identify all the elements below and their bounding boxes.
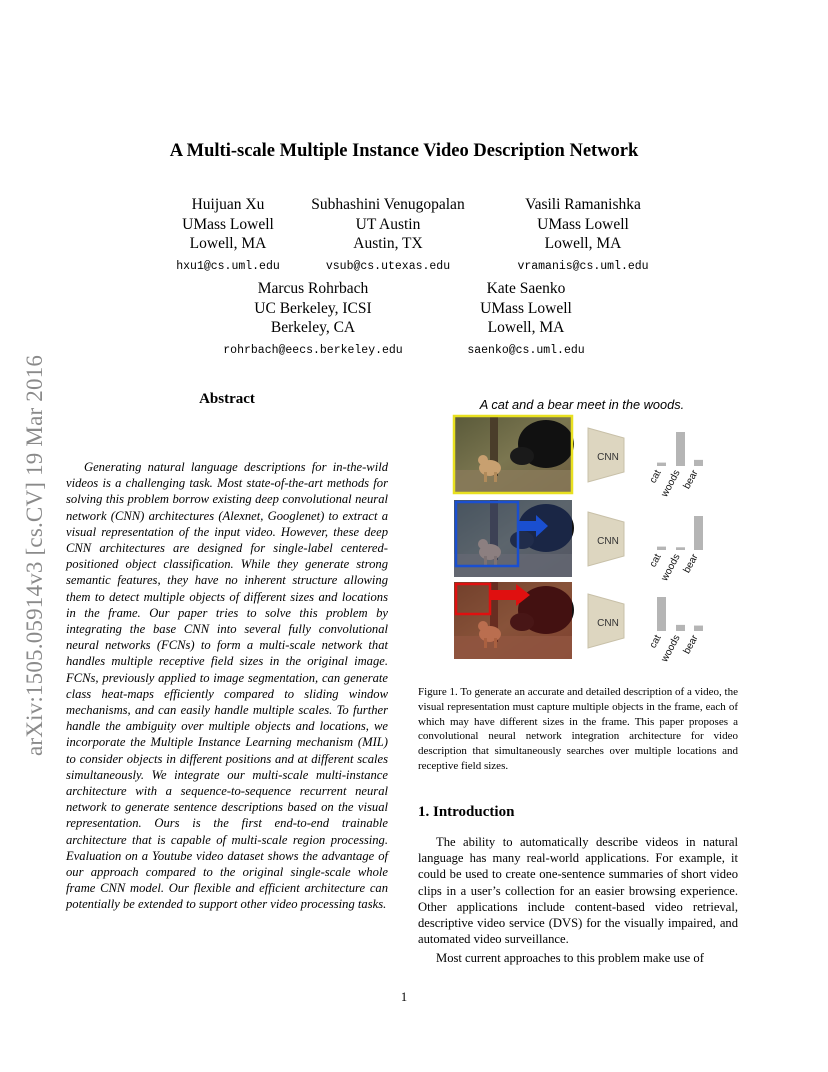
score-bar-cat (657, 547, 666, 550)
author-block (203, 279, 423, 360)
author-email: saenko@cs.uml.edu (467, 343, 585, 357)
author-name: Huijuan Xu (191, 196, 265, 213)
author-email: vramanis@cs.uml.edu (517, 259, 649, 273)
author-affiliation: UMass Lowell (537, 215, 629, 233)
bar-label-woods: woods (659, 552, 683, 583)
score-bar-woods (676, 547, 685, 550)
author-location: Lowell, MA (544, 235, 622, 252)
bar-label-woods: woods (659, 633, 683, 664)
score-bar-bear (694, 626, 703, 631)
figure-caption: Figure 1. To generate an accurate and detailed description of a video, the visual representation must capture multiple objects in the frame, each of which may have different sizes in the frame. This paper proposes a convolutional neural network integration architecture for video description that simultaneously searches over multiple locations and receptive field sizes. (418, 686, 738, 772)
figure-1 (450, 414, 740, 664)
cnn-label: CNN (597, 452, 619, 463)
author-name: Kate Saenko (486, 280, 566, 297)
abstract-heading: Abstract (199, 391, 255, 407)
author-block (483, 195, 683, 276)
bar-label-cat: cat (647, 468, 664, 486)
author-email: vsub@cs.utexas.edu (325, 259, 451, 273)
author-email: hxu1@cs.uml.edu (176, 259, 280, 273)
paper-title: A Multi-scale Multiple Instance Video Description Network (169, 141, 639, 161)
author-block (278, 195, 498, 276)
score-bar-woods (676, 625, 685, 631)
cnn-label: CNN (597, 618, 619, 629)
bar-label-cat: cat (647, 633, 664, 651)
section-heading-introduction: 1. Introduction (418, 804, 515, 820)
page-number: 1 (400, 990, 408, 1004)
author-affiliation: UMass Lowell (480, 299, 572, 317)
video-frame-image (454, 416, 574, 493)
bar-label-bear: bear (681, 633, 701, 657)
bar-label-bear: bear (681, 468, 701, 492)
author-affiliation: UMass Lowell (182, 215, 274, 233)
score-bar-cat (657, 463, 666, 466)
author-location: Austin, TX (353, 235, 423, 252)
score-bar-charts (648, 432, 703, 664)
author-name: Subhashini Venugopalan (311, 196, 465, 213)
bar-label-cat: cat (647, 552, 664, 570)
author-location: Berkeley, CA (270, 319, 356, 336)
score-bar-bear (694, 516, 703, 550)
author-name: Marcus Rohrbach (257, 280, 369, 297)
paragraph: Most current approaches to this problem make use of (436, 951, 704, 966)
author-affiliation: UC Berkeley, ICSI (254, 299, 372, 317)
bar-label-bear: bear (681, 552, 701, 576)
author-affiliation: UT Austin (355, 215, 421, 233)
bar-label-woods: woods (659, 468, 683, 499)
score-bar-bear (694, 460, 703, 466)
figure-row-1 (454, 416, 624, 493)
author-block (426, 279, 626, 360)
abstract-text: Generating natural language descriptions for in-the-wild videos is a challenging task. Most state-of-the-art methods for solving this problem borrow existing deep convolutional neural network (CNN) architectures (Alexnet, Googlenet) to extract a visual representation of the input video. However, these deep CNN architectures are designed for single-label centered-positioned object classification. While they generate strong semantic features, they have no inherent structure allowing them to detect multiple objects of different sizes and locations in the frame. Our paper tries to solve this problem by integrating the base CNN into several fully convolutional neural networks (FCNs) to form a multi-scale network that handles multiple receptive field sizes in the original image. FCNs, previously applied to image segmentation, can generate class heat-maps efficiently compared to sliding window mechanisms, and can easily handle multiple scales. To further handle the ambiguity over multiple objects and locations, we incorporate the Multiple Instance Learning mechanism (MIL) to consider objects in different positions and at different scales simultaneously. We integrate our multi-scale multi-instance architecture with a sequence-to-sequence recurrent neural network to generate sentence descriptions based on the visual representation. Ours is the first end-to-end trainable architecture that is capable of multi-scale region processing. Evaluation on a Youtube video dataset shows the advantage of our approach compared to the original single-scale whole frame CNN model. Our flexible and efficient architecture can potentially be extended to support other video processing tasks. (66, 460, 388, 912)
figure-top-caption: A cat and a bear meet in the woods. (479, 397, 685, 412)
figure-row-2 (454, 500, 624, 577)
score-bar-cat (657, 597, 666, 631)
author-location: Lowell, MA (487, 319, 565, 336)
author-name: Vasili Ramanishka (525, 196, 641, 213)
introduction-body (418, 834, 738, 967)
score-bar-woods (676, 432, 685, 466)
figure-row-3 (454, 582, 624, 659)
arxiv-stamp: arXiv:1505.05914v3 [cs.CV] 19 Mar 2016 (22, 354, 47, 756)
author-email: rohrbach@eecs.berkeley.edu (223, 343, 403, 357)
author-location: Lowell, MA (189, 235, 267, 252)
cnn-label: CNN (597, 536, 619, 547)
paragraph: The ability to automatically describe videos in natural language has many real-world applications. For example, it could be used to create one-sentence summaries of short video clips in a user’s collection for an easier browsing experience. Other applications include content-based video retrieval, descriptive video service (DVS) for the visually impaired, and automated video surveillance. (418, 835, 738, 947)
